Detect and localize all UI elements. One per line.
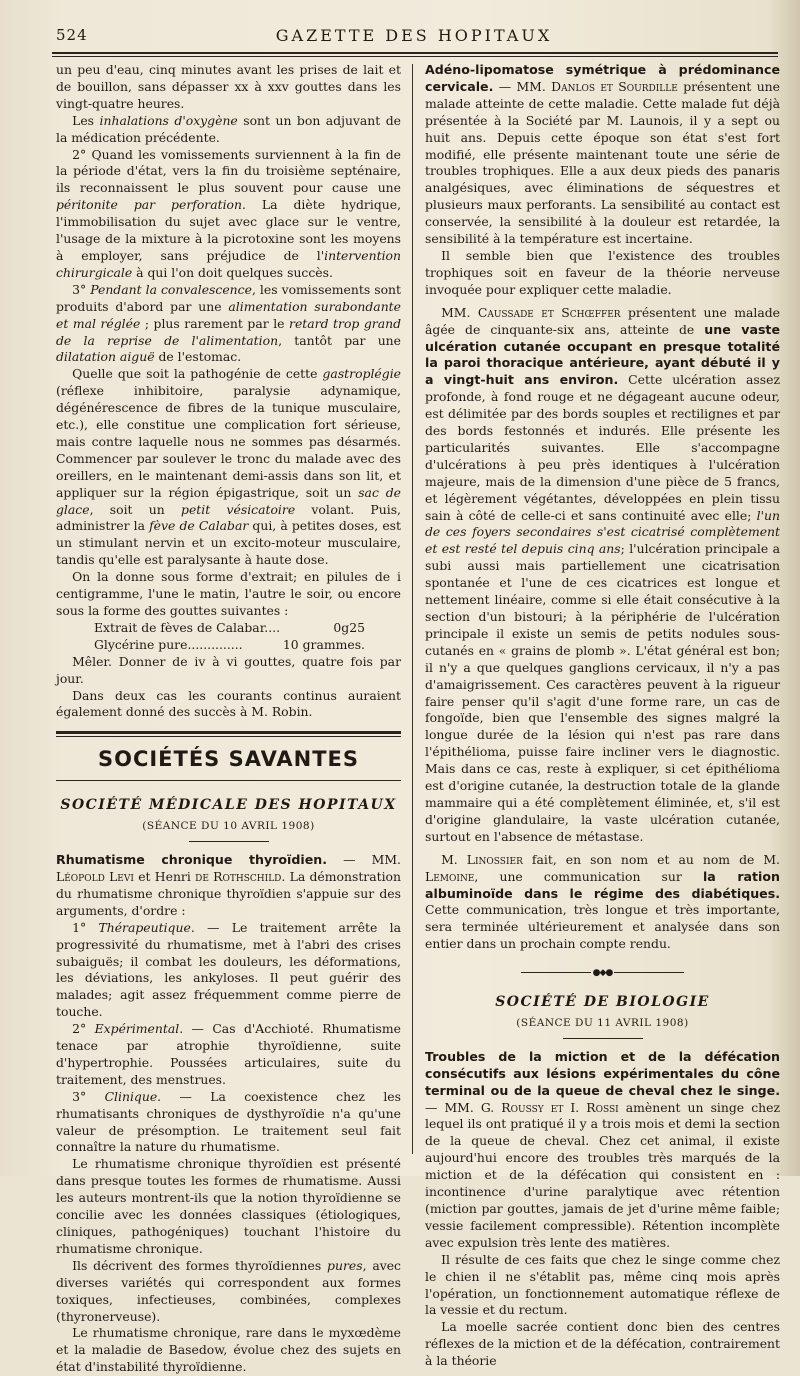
- paragraph: M. Linossier fait, en son nom et au nom de M. Lemoine, une communication sur la ration albuminoïde dans le régime des diabétiques. Cette communication, très longue et très importante, sera terminée ultérieurement et analysée dans son entier dans un prochain compte rendu.: [425, 851, 780, 952]
- society-heading: SOCIÉTÉ MÉDICALE DES HOPITAUX: [60, 797, 397, 814]
- paragraph: Quelle que soit la pathogénie de cette gastroplégie (réflexe inhibitoire, paralysie adynamique, dégénérescence de fibres de la tunique musculaire, etc.), elle constitue une complication fort sérieuse, mais contre laquelle nous ne sommes pas désarmés. Commencer par soulever le tronc du malade avec des oreillers, en le maintenant demi-assis dans son lit, et appliquer sur la région épigastrique, soit un sac de glace, soit un petit vésicatoire volant. Puis, administrer la fève de Calabar qui, à petites doses, est un stimulant nervin et un excito-moteur musculaire, tandis qu'elle est paralysante à haute dose.: [56, 366, 402, 568]
- short-rule: [563, 1038, 643, 1039]
- header-rule-thin: [52, 56, 778, 57]
- paragraph: un peu d'eau, cinq minutes avant les prises de lait et de bouillon, sans dépasser xx à xxv gouttes dans les vingt-quatre heures.: [56, 62, 401, 111]
- paragraph: La moelle sacrée contient donc bien des centres réflexes de la miction et de la défécation, contrairement à la théorie: [425, 1319, 780, 1369]
- ornament-divider: ●◆●: [425, 965, 780, 982]
- right-column: [425, 62, 780, 1370]
- paragraph: 3° Pendant la convalescence, les vomissements sont produits d'abord par une alimentation surabondante et mal réglée ; plus rarement par le retard trop grand de la reprise de l'alimentation, tantôt par une dilatation aiguë de l'estomac.: [56, 281, 402, 365]
- page-header: [56, 26, 772, 48]
- recipe-line: Glycérine pure.............. 10 grammes.: [94, 636, 365, 652]
- paragraph: 1° Thérapeutique. — Le traitement arrête la progressivité du rhumatisme, met à l'abri des crises subaiguës; il combat les douleurs, les déformations, les déviations, les ankyloses. Il peut guérir des malades; agit assez fréquemment comme pierre de touche.: [56, 919, 401, 1020]
- section-title: SOCIÉTÉS SAVANTES: [97, 747, 360, 772]
- session-date: (SÉANCE DU 10 AVRIL 1908): [142, 820, 315, 833]
- paragraph: Ils décrivent des formes thyroïdiennes pures, avec diverses variétés qui correspondent aux formes toxiques, infectieuses, combinées, complexes (thyronerveuse).: [56, 1257, 401, 1324]
- page-number: 524: [56, 26, 88, 44]
- paragraph: Troubles de la miction et de la défécation consécutifs aux lésions expérimentales du cône terminal ou de la queue de cheval chez le singe. — MM. G. Roussy et I. Rossi amènent un singe chez lequel ils ont pratiqué il y a trois mois et demi la section de la queue de cheval. Chez cet animal, il existe aujourd'hui encore des troubles très marqués de la miction et de la défécation qui consistent en : incontinence d'urine paralytique avec rétention (miction par gouttes, jamais de jet d'urine même faible; vessie facilement compressible). Rétention incomplète avec expulsion très lente des matières.: [425, 1048, 780, 1250]
- short-rule: [189, 841, 269, 842]
- left-column: [56, 62, 401, 1376]
- recipe-line: Extrait de fèves de Calabar.... 0g25: [94, 619, 365, 635]
- paragraph: Le rhumatisme chronique thyroïdien est présenté dans presque toutes les formes de rhumatisme. Aussi les auteurs montrent-ils que la notion thyroïdienne se concilie avec les données classiques (étiologiques, cliniques, pathogéniques) touchant l'histoire du rhumatisme chronique.: [56, 1156, 401, 1256]
- running-title: GAZETTE DES HOPITAUX: [275, 26, 553, 45]
- paragraph: Adéno-lipomatose symétrique à prédominance cervicale. — MM. Danlos et Sourdille présentent une malade atteinte de cette maladie. Cette malade fut déjà présentée à la Société par M. Launois, il y a sept ou huit ans. Depuis cette époque son état s'est fort modifié, elle présente maintenant toute une série de troubles trophiques. Elle a aux deux pieds des panaris analgésiques, avec éliminations de séquestres et plusieurs maux perforants. La sensibilité au contact est conservée, la sensibilité à la douleur est retardée, la sensibilité à la température est incertaine.: [425, 62, 780, 247]
- paragraph: Les inhalations d'oxygène sont un bon adjuvant de la médication précédente.: [56, 112, 402, 145]
- paragraph: 3° Clinique. — La coexistence chez les rhumatisants chroniques de dysthyroïdie n'a qu'une valeur de présomption. Le traitement seul fait connaître la nature du rhumatisme.: [56, 1088, 401, 1155]
- paragraph: Il semble bien que l'existence des troubles trophiques soit en faveur de la théorie nerveuse invoquée pour expliquer cette maladie.: [425, 247, 780, 297]
- paragraph: On la donne sous forme d'extrait; en pilules de i centigramme, l'une le matin, l'autre le soir, ou encore sous la forme des gouttes suivantes :: [56, 569, 401, 618]
- section-rule: [56, 731, 401, 737]
- paragraph: 2° Quand les vomissements surviennent à la fin de la période d'état, vers la fin du troisième septénaire, ils reconnaissent le plus souvent pour cause une péritonite par perforation. La diète hydrique, l'immobilisation du sujet avec glace sur le ventre, l'usage de la mixture à la picrotoxine sont les moyens à employer, sans préjudice de l'intervention chirurgicale à qui l'on doit quelques succès.: [56, 146, 402, 280]
- paragraph: Mêler. Donner de iv à vi gouttes, quatre fois par jour.: [56, 653, 401, 686]
- session-date: (SÉANCE DU 11 AVRIL 1908): [516, 1016, 689, 1029]
- paragraph: Dans deux cas les courants continus auraient également donné des succès à M. Robin.: [56, 687, 401, 720]
- paragraph: MM. Caussade et Schœffer présentent une malade âgée de cinquante-six ans, atteinte de une vaste ulcération cutanée occupant en presque totalité la paroi thoracique antérieure, ayant débuté il y a vingt-huit ans environ. Cette ulcération assez profonde, à fond rouge et ne dégageant aucune odeur, est délimitée par des bords souples et rectilignes et par des bords festonnés et indurés. Elle présente les particularités suivantes. Elle s'accompagne d'ulcérations à peu près identiques à l'ulcération majeure, mais de la dimension d'une pièce de 5 francs, et légèrement végétantes, développées en plein tissu sain à côté de celle-ci et sans continuité avec elle; l'un de ces foyers secondaires s'est cicatrisé complètement et est resté tel depuis cinq ans; l'ulcération principale a subi aussi mais partiellement une cicatrisation spontanée et l'une de ces cicatrices est longue et nettement linéaire, comme si elle était consécutive à la section d'un bistouri; à la périphérie de l'ulcération principale il existe un semis de petits nodules sous-cutanés en « grains de plomb ». L'état général est bon; il n'y a que quelques ganglions cervicaux, il n'y a pas d'amaigrissement. Ces caractères peuvent à la rigueur faire penser qu'il s'agit d'une forme rare, un cas de fongoïde, bien que l'ensemble des signes malgré la longue durée de la lésion qui n'est pas rare dans l'épithélioma, puisse faire incliner vers le diagnostic. Mais dans ce cas, reste à expliquer, si cet épithélioma est d'origine cutanée, la destruction totale de la glande mammaire qui a été complètement éliminée, et, s'il est d'origine glandulaire, la vaste ulcération cutanée, surtout en l'absence de métastase.: [425, 304, 781, 844]
- paragraph: 2° Expérimental. — Cas d'Acchioté. Rhumatisme tenace par atrophie thyroïdienne, suite d'hypertrophie. Poussées articulaires, suite du traitement, des menstrues.: [56, 1021, 401, 1087]
- paragraph: Le rhumatisme chronique, rare dans le myxœdème et la maladie de Basedow, évolue chez des sujets en état d'instabilité thyroïdienne.: [56, 1325, 401, 1375]
- section-rule-thin: [56, 780, 401, 781]
- paragraph: Rhumatisme chronique thyroïdien. — MM. Léopold Levi et Henri de Rothschild. La démonstration du rhumatisme chronique thyroïdien s'appuie sur des arguments, d'ordre :: [56, 852, 401, 918]
- column-divider: [412, 64, 413, 1154]
- paragraph: Il résulte de ces faits que chez le singe comme chez le chien il ne s'établit pas, même cinq mois après l'opération, un fonctionnement automatique réflexe de la vessie et du rectum.: [425, 1251, 780, 1318]
- society-heading: SOCIÉTÉ DE BIOLOGIE: [495, 994, 710, 1011]
- header-rule: [52, 52, 778, 54]
